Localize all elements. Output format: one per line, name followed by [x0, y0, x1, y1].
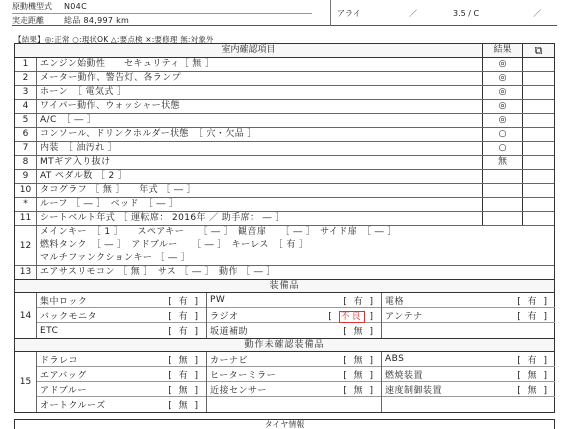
- equipment-item: [207, 323, 381, 338]
- alignment-label: アライ: [337, 8, 361, 18]
- row-number: 10: [15, 184, 37, 197]
- equipment-column: [382, 293, 555, 338]
- equipment-name: カーナビ: [210, 355, 249, 366]
- equipment-column: [37, 293, 207, 338]
- equipment-name: 電格: [385, 296, 405, 307]
- row-number: 8: [15, 156, 37, 169]
- row-result: [483, 198, 523, 211]
- row-number: 11: [15, 212, 37, 225]
- row-result: ◎: [483, 72, 523, 85]
- equipment-column: [207, 293, 382, 338]
- equipment-status: [ 有 ]: [168, 327, 200, 337]
- equipment-name: オートクルーズ: [40, 401, 106, 411]
- interior-row: [15, 142, 554, 156]
- row-result: 無: [483, 156, 523, 169]
- row-text: タコグラフ ［ 無 ］ 年式 ［ ― ］: [37, 184, 483, 197]
- row-text: ワイパー動作、ウォッシャー状態: [37, 100, 483, 113]
- interior-row: [15, 114, 554, 128]
- equipment-item: [37, 293, 206, 308]
- row-result: [483, 170, 523, 183]
- row-number: *: [15, 198, 37, 211]
- row-text: エアサスリモコン ［ 無 ］ サス ［ ― ］ 動作 ［ ― ］: [40, 267, 276, 277]
- equipment-name: エアバッグ: [40, 370, 87, 381]
- equipment-item: [37, 397, 206, 412]
- equipment-item: [37, 367, 206, 382]
- equipment-name: ABS: [385, 354, 405, 364]
- keys-line: 燃料タンク ［ ― ］ アドブルー ［ ― ］ キーレス ［ 有 ］: [40, 240, 309, 250]
- row-number: 7: [15, 142, 37, 155]
- row-note: [523, 58, 554, 71]
- row-result: ○: [483, 142, 523, 155]
- row-note: [523, 212, 554, 225]
- equipment-status: [ 有 ]: [517, 296, 549, 307]
- tire-info-title: タイヤ情報: [14, 419, 555, 429]
- row-text: A/C ［ ― ］: [37, 114, 483, 127]
- equipment-status: [ 無 ]: [343, 327, 375, 337]
- equipment-status: [ 有 ]: [168, 311, 200, 322]
- equipment-item: [382, 367, 555, 382]
- equipment-item: [382, 323, 555, 338]
- row-number: 4: [15, 100, 37, 113]
- defect-badge: 不良: [340, 311, 363, 322]
- model-label: 原動機型式: [12, 2, 52, 11]
- interior-row: [15, 86, 554, 100]
- row-text: シートベルト年式 ［ 運転席： 2016年 ／ 助手席： ― ］: [37, 212, 483, 225]
- row-note: [523, 100, 554, 113]
- row-number: 12: [15, 226, 37, 265]
- interior-row: [15, 58, 554, 72]
- equipment-item: [207, 367, 381, 382]
- inspection-sheet: [14, 43, 555, 413]
- row-number: 14: [15, 293, 37, 338]
- interior-row: [15, 128, 554, 142]
- equipment-name: ドラレコ: [40, 355, 79, 366]
- row-number: 6: [15, 128, 37, 141]
- interior-row: [15, 184, 554, 198]
- equipment-name: アンテナ: [385, 311, 423, 322]
- row-number: 13: [15, 266, 37, 279]
- unchecked-columns: [37, 352, 555, 412]
- row-number: 2: [15, 72, 37, 85]
- row-note: [523, 114, 554, 127]
- interior-row: [15, 198, 554, 212]
- keys-line: メインキー ［ 1 ］ スペアキー ［ ― ］ 観音扉 ［ ― ］ サイド扉 ［ ― ］: [40, 227, 397, 237]
- row-number: 15: [15, 352, 37, 412]
- row-result: [483, 212, 523, 225]
- equipment-status: [ 有 ]: [343, 296, 375, 307]
- alignment-slash-2: ／: [533, 8, 541, 18]
- equipment-item: [207, 382, 381, 397]
- unchecked-grid: [15, 352, 554, 412]
- row-result: ◎: [483, 58, 523, 71]
- equipment-item: [382, 397, 555, 412]
- keys-details: [37, 226, 554, 265]
- equipment-name: ラジオ: [210, 311, 239, 322]
- equipment-item: [382, 308, 555, 323]
- equipment-status: [ 無 ]: [517, 370, 549, 381]
- equipment-status: [ 無 ]: [168, 355, 200, 366]
- row-text: 内装 ［ 油汚れ ］: [37, 142, 483, 155]
- row-text: ホーン ［ 電気式 ］: [37, 86, 483, 99]
- equipment-name: 近接センサー: [210, 385, 268, 396]
- unchecked-title: 動作未確認装備品: [15, 339, 554, 352]
- unchecked-column: [382, 352, 555, 412]
- equipment-status: [ 無 ]: [343, 355, 375, 366]
- equipment-item: [37, 308, 206, 323]
- alignment-info: [330, 0, 557, 26]
- mileage-row: [12, 13, 312, 26]
- row-note: [523, 72, 554, 85]
- equipment-name: ヒーターミラー: [210, 370, 277, 381]
- row-note: [523, 156, 554, 169]
- keys-line: マルチファンクションキー ［ ― ］: [40, 253, 191, 263]
- row-text: MTギア入り抜け: [37, 156, 483, 169]
- result-legend: 【結果】◎:正常 ○:現状OK △:要点検 ×:要修理 無:対象外: [14, 35, 214, 44]
- equipment-item: [207, 308, 381, 323]
- equipment-status: [ 無 ]: [517, 385, 549, 396]
- interior-header: [15, 44, 554, 58]
- row-number: 9: [15, 170, 37, 183]
- equipment-status: [ 有 ]: [168, 296, 200, 307]
- equipment-name: 速度制御装置: [385, 385, 443, 396]
- interior-row: [15, 156, 554, 170]
- equipment-item: [382, 293, 555, 308]
- equipment-status: [ 不良 ]: [328, 311, 375, 322]
- interior-title: 室内確認項目: [15, 44, 483, 57]
- row-text: ルーフ ［ ― ］ ベッド ［ ― ］: [37, 198, 483, 211]
- equipment-status: [ 無 ]: [343, 370, 375, 381]
- row-result: ◎: [483, 100, 523, 113]
- equipment-name: PW: [210, 295, 226, 305]
- unchecked-column: [207, 352, 382, 412]
- row-result: ◎: [483, 86, 523, 99]
- keys-row: [15, 226, 554, 266]
- equipment-columns: [37, 293, 555, 338]
- interior-row: [15, 170, 554, 184]
- row-note: [523, 86, 554, 99]
- equipment-name: 坂道補助: [210, 327, 249, 337]
- row-result: ◎: [483, 114, 523, 127]
- equipment-item: [382, 352, 555, 367]
- interior-row: [15, 212, 554, 226]
- equipment-item: [382, 382, 555, 397]
- mileage-value: 総品 84,997 km: [64, 15, 130, 25]
- equipment-grid: [15, 293, 554, 339]
- unchecked-column: [37, 352, 207, 412]
- equipment-status: [ 無 ]: [343, 385, 375, 396]
- equipment-item: [37, 323, 206, 338]
- row-note: [523, 184, 554, 197]
- row-text: コンソール、ドリンクホルダー状態 ［ 穴・欠品 ］: [37, 128, 483, 141]
- row-note: [523, 170, 554, 183]
- vehicle-info: [12, 0, 312, 26]
- row-result: [483, 184, 523, 197]
- equipment-status: [ 有 ]: [517, 355, 549, 366]
- row-note: [523, 198, 554, 211]
- row-note: [523, 142, 554, 155]
- row-number: 1: [15, 58, 37, 71]
- equipment-item: [37, 352, 206, 367]
- equipment-name: バックモニタ: [40, 311, 98, 322]
- copy-icon[interactable]: ⧉: [534, 44, 543, 57]
- alignment-slash-1: ／: [409, 8, 417, 18]
- equipment-status: [ 無 ]: [168, 385, 200, 396]
- vehicle-header: [12, 0, 557, 26]
- equipment-item: [207, 397, 381, 412]
- result-header: 結果: [483, 44, 523, 57]
- equipment-item: [37, 382, 206, 397]
- equipment-name: 燃焼装置: [385, 370, 424, 381]
- equipment-status: [ 無 ]: [168, 401, 200, 411]
- interior-row: [15, 100, 554, 114]
- equipment-status: [ 有 ]: [168, 370, 200, 381]
- row-number: 3: [15, 86, 37, 99]
- interior-rows: [15, 58, 554, 226]
- interior-row: [15, 72, 554, 86]
- equipment-name: ETC: [40, 325, 59, 336]
- equipment-name: 集中ロック: [40, 296, 88, 307]
- model-row: [12, 0, 312, 13]
- row-text: メーター動作、警告灯、各ランプ: [37, 72, 483, 85]
- model-value: N04C: [64, 2, 87, 11]
- equipment-item: [207, 352, 381, 367]
- row-note: [523, 128, 554, 141]
- row-result: ○: [483, 128, 523, 141]
- equipment-name: アドブルー: [40, 385, 87, 396]
- row-text: AT ペダル数 ［ 2 ］: [37, 170, 483, 183]
- mileage-label: 実走距離: [12, 15, 44, 25]
- row-text: エンジン始動性 セキュリティ［ 無 ］: [37, 58, 483, 71]
- air-suspension-row: [15, 266, 554, 280]
- equipment-item: [207, 293, 381, 308]
- alignment-value: 3.5 / C: [453, 8, 480, 18]
- equipment-title: 装備品: [15, 280, 554, 293]
- equipment-status: [ 有 ]: [517, 311, 549, 322]
- row-number: 5: [15, 114, 37, 127]
